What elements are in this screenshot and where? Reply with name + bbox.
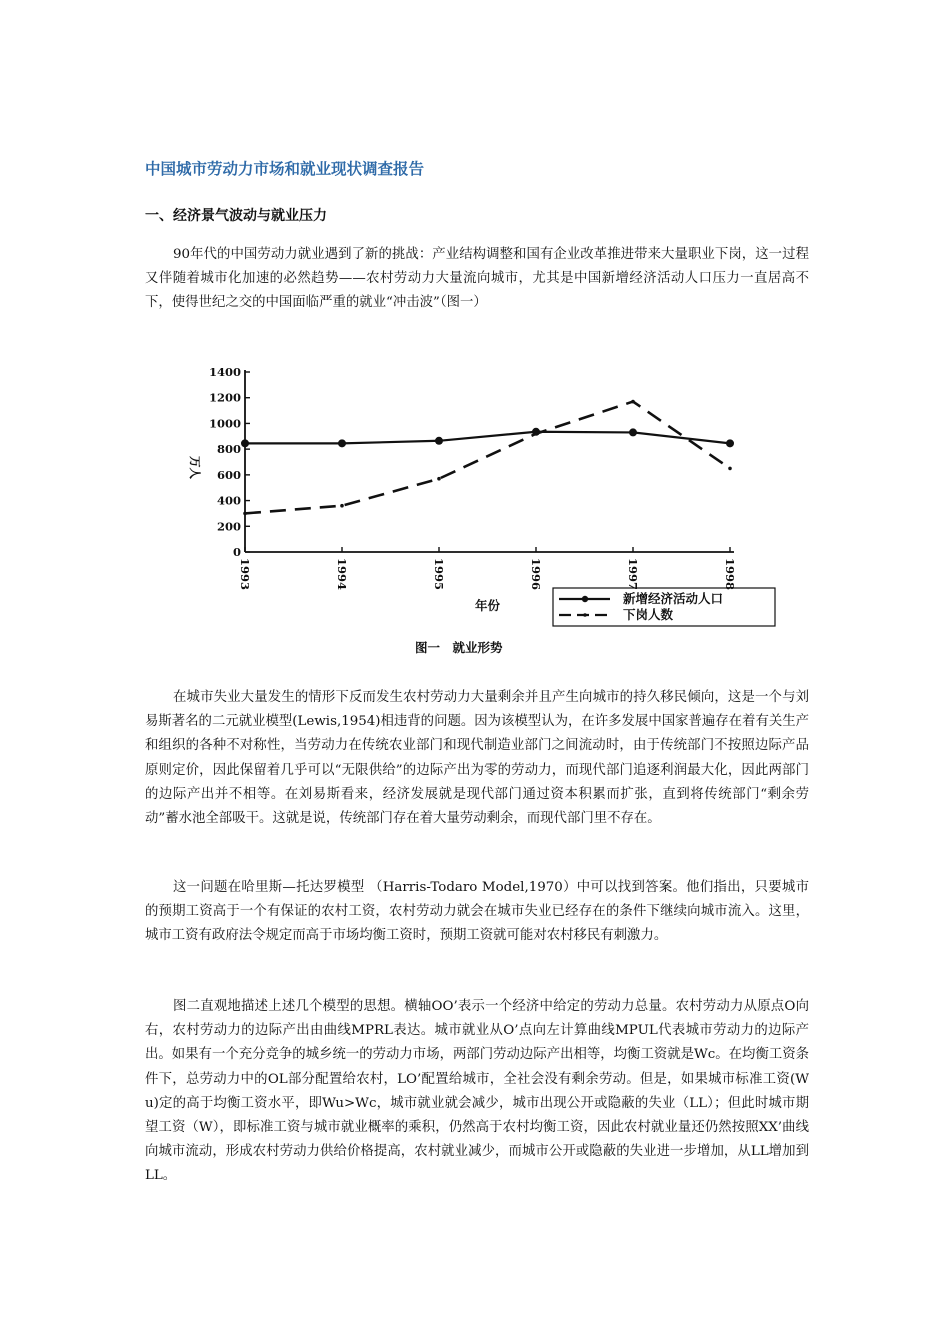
legend-label-1: 下岗人数 xyxy=(623,607,674,622)
data-point-1-4 xyxy=(631,400,635,404)
data-point-1-3 xyxy=(534,432,538,436)
chart-svg xyxy=(175,360,795,660)
data-point-0-1 xyxy=(338,439,346,447)
x-tick-label: 1997 xyxy=(626,558,640,591)
legend-marker-dashed xyxy=(583,613,587,617)
series-line-0 xyxy=(245,432,730,444)
y-tick-label: 600 xyxy=(216,467,241,482)
x-tick-label: 1996 xyxy=(529,558,543,591)
x-tick-label: 1993 xyxy=(238,558,252,591)
data-point-0-0 xyxy=(241,439,249,447)
data-point-1-1 xyxy=(340,504,344,508)
x-tick-label: 1998 xyxy=(723,558,737,591)
paragraph-intro: 90年代的中国劳动力就业遇到了新的挑战：产业结构调整和国有企业改革推进带来大量职业下岗，这一过程又伴随着城市化加速的必然趋势——农村劳动力大量流向城市，尤其是中国新增经济活动人口压力一直居高不下，使得世纪之交的中国面临严重的就业“冲击波”（图一） xyxy=(145,247,809,311)
x-tick-label: 1994 xyxy=(335,558,349,591)
document-title: 中国城市劳动力市场和就业现状调查报告 xyxy=(145,160,425,178)
data-point-0-4 xyxy=(629,428,637,436)
data-point-1-2 xyxy=(437,477,441,481)
x-tick-label: 1995 xyxy=(432,558,446,591)
paragraph-harris-todaro: 这一问题在哈里斯—托达罗模型 （Harris-Todaro Model,1970）中可以找到答案。他们指出，只要城市的预期工资高于一个有保证的农村工资，农村劳动力就会在城市失业已经存在的条件下继续向城市流入。这里，城市工资有政府法令规定而高于市场均衡工资时，预期工资就可能对农村移民有刺激力。 xyxy=(145,880,809,944)
y-tick-label: 1000 xyxy=(208,416,241,431)
legend-marker-solid xyxy=(582,596,588,602)
paragraph-figure-two: 图二直观地描述上述几个模型的思想。横轴OO’表示一个经济中给定的劳动力总量。农村劳动力从原点O向右，农村劳动力的边际产出由曲线MPRL表达。城市就业从O’点向左计算曲线MPUL代表城市劳动力的边际产出。如果有一个充分竞争的城乡统一的劳动力市场，两部门劳动边际产出相等，均衡工资就是Wc。在均衡工资条件下，总劳动力中的OL部分配置给农村，LO’配置给城市，全社会没有剩余劳动。但是，如果城市标准工资(Wu)定的高于均衡工资水平，即Wu>Wc，城市就业就会减少，城市出现公开或隐蔽的失业（LL）；但此时城市期望工资（W），即标准工资与城市就业概率的乘积，仍然高于农村均衡工资，因此农村就业量还仍然按照XX’曲线向城市流动，形成农村劳动力供给价格提高，农村就业减少，而城市公开或隐蔽的失业进一步增加，从LL增加到LL。 xyxy=(145,999,810,1184)
data-point-0-2 xyxy=(435,437,443,445)
chart-caption: 图一 就业形势 xyxy=(415,640,503,655)
y-tick-label: 1200 xyxy=(208,390,241,405)
series-line-1 xyxy=(245,402,730,514)
y-tick-label: 400 xyxy=(216,493,241,508)
legend-label-0: 新增经济活动人口 xyxy=(623,591,724,606)
data-point-0-5 xyxy=(726,439,734,447)
figure-employment-chart xyxy=(175,360,795,660)
data-point-1-5 xyxy=(728,467,732,471)
chart-y-label: 万人 xyxy=(188,456,202,479)
y-tick-label: 1400 xyxy=(208,365,241,379)
section-heading: 一、经济景气波动与就业压力 xyxy=(145,208,327,224)
y-tick-label: 0 xyxy=(232,545,241,559)
paragraph-lewis-model: 在城市失业大量发生的情形下反而发生农村劳动力大量剩余并且产生向城市的持久移民倾向，这是一个与刘易斯著名的二元就业模型(Lewis,1954)相违背的问题。因为该模型认为，在许多发展中国家普遍存在着有关生产和组织的各种不对称性，当劳动力在传统农业部门和现代制造业部门之间流动时，由于传统部门不按照边际产品原则定价，因此保留着几乎可以“无限供给”的边际产出为零的劳动力，而现代部门追逐利润最大化，因此两部门的边际产出并不相等。在刘易斯看来，经济发展就是现代部门通过资本积累而扩张，直到将传统部门“剩余劳动”蓄水池全部吸干。这就是说，传统部门存在着大量劳动剩余，而现代部门里不存在。 xyxy=(145,690,810,827)
y-tick-label: 200 xyxy=(216,519,241,534)
chart-x-label: 年份 xyxy=(475,598,501,613)
y-tick-label: 800 xyxy=(216,442,241,457)
data-point-1-0 xyxy=(243,512,247,516)
chart-legend xyxy=(553,588,775,626)
